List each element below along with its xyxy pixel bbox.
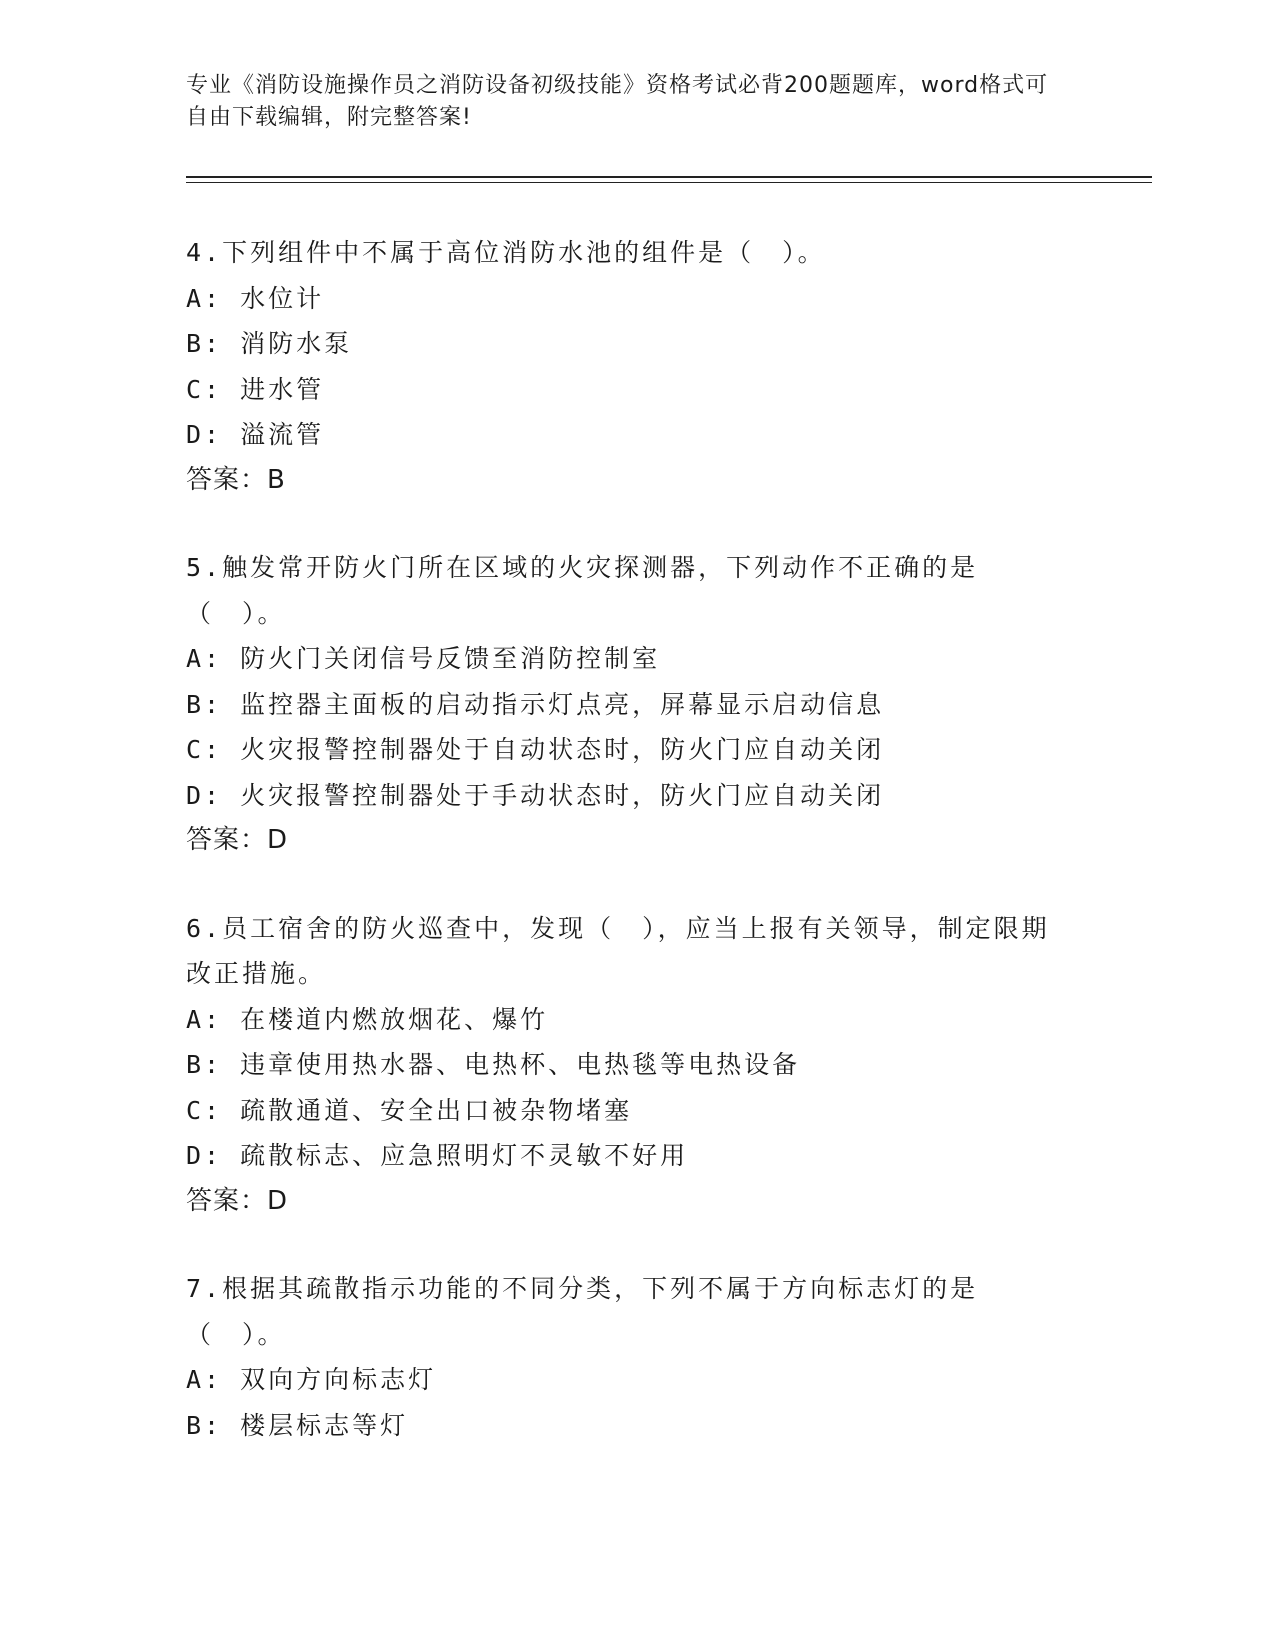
question-item — [186, 230, 1066, 503]
option-d: D: 溢流管 — [186, 420, 325, 449]
question-stem: 7.根据其疏散指示功能的不同分类，下列不属于方向标志灯的是（ ）。 — [186, 1274, 979, 1349]
header-divider-thin — [186, 182, 1152, 183]
question-stem: 5.触发常开防火门所在区域的火灾探测器，下列动作不正确的是（ ）。 — [186, 553, 979, 628]
option-a: A: 双向方向标志灯 — [186, 1365, 437, 1394]
answer-line: 答案：B — [186, 464, 286, 495]
option-a: A: 在楼道内燃放烟花、爆竹 — [186, 1004, 549, 1034]
option-b: B: 消防水泵 — [186, 329, 353, 358]
question-stem: 6.员工宿舍的防火巡查中，发现（ ），应当上报有关领导，制定限期改正措施。 — [186, 913, 1050, 988]
header-divider-thick — [186, 176, 1152, 178]
option-d: D: 火灾报警控制器处于手动状态时，防火门应自动关闭 — [186, 780, 885, 810]
answer-line: 答案：D — [186, 1185, 289, 1216]
option-d: D: 疏散标志、应急照明灯不灵敏不好用 — [186, 1141, 689, 1170]
question-item — [186, 545, 1066, 864]
option-c: C: 进水管 — [186, 374, 325, 404]
option-a: A: 水位计 — [186, 283, 325, 313]
question-list — [186, 230, 1066, 1490]
question-item — [186, 1266, 1066, 1448]
option-b: B: 楼层标志等灯 — [186, 1410, 409, 1440]
option-c: C: 疏散通道、安全出口被杂物堵塞 — [186, 1095, 633, 1125]
option-c: C: 火灾报警控制器处于自动状态时，防火门应自动关闭 — [186, 735, 885, 764]
document-intro: 专业《消防设施操作员之消防设备初级技能》资格考试必背200题题库，word格式可自由下载编辑，附完整答案! — [186, 73, 1049, 130]
answer-line: 答案：D — [186, 825, 289, 855]
option-b: B: 违章使用热水器、电热杯、电热毯等电热设备 — [186, 1050, 801, 1079]
question-stem: 4.下列组件中不属于高位消防水池的组件是（ ）。 — [186, 238, 826, 267]
option-a: A: 防火门关闭信号反馈至消防控制室 — [186, 644, 661, 673]
option-b: B: 监控器主面板的启动指示灯点亮，屏幕显示启动信息 — [186, 689, 885, 719]
question-item — [186, 906, 1066, 1225]
